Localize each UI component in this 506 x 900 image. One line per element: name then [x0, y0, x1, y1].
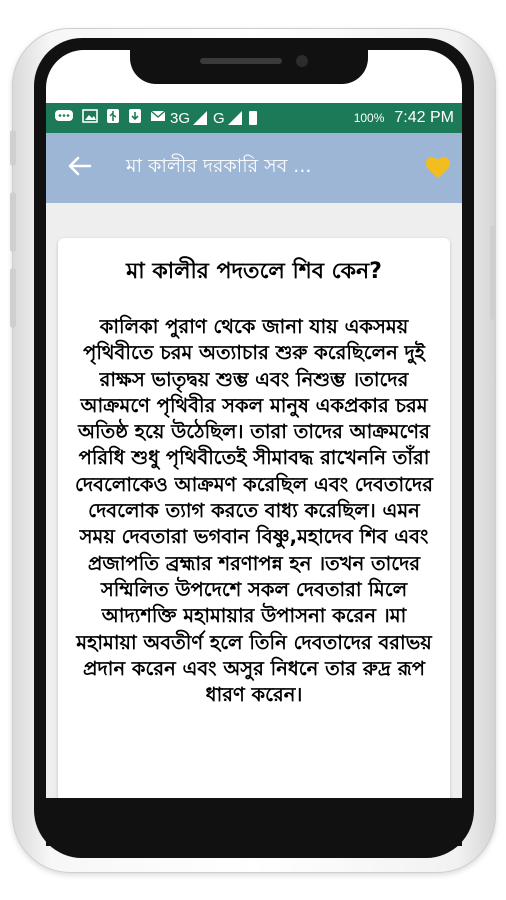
camera-icon: [296, 55, 308, 67]
battery-icon: [249, 111, 257, 125]
download-notification-icon: [128, 108, 142, 129]
chat-notification-icon: [54, 109, 74, 128]
status-bar: [46, 103, 462, 133]
back-button[interactable]: [46, 153, 118, 183]
network-type-label: 3G: [170, 109, 191, 127]
favorite-button[interactable]: [414, 156, 462, 180]
arrow-left-icon: [68, 156, 92, 176]
heart-icon: [425, 156, 451, 180]
phone-side-button: [10, 130, 16, 166]
phone-power-button: [490, 225, 496, 320]
clock: 7:42 PM: [394, 109, 454, 126]
app-bar: [46, 133, 462, 203]
phone-side-button: [10, 268, 16, 328]
network2-type-label: G: [213, 109, 225, 127]
article-card: [58, 238, 450, 808]
speaker-icon: [200, 58, 282, 64]
app-title: মা কালীর দরকারি সব ...: [126, 155, 312, 177]
phone-bottom-bezel: [46, 798, 462, 846]
article-body: কালিকা পুরাণ থেকে জানা যায় একসময় পৃথিবীতে চরম অত্যাচার শুরু করেছিলেন দুই রাক্ষস ভাতৃদ্বয় শুম্ভ এবং নিশুম্ভ ।তাদের আক্রমণে পৃথিবীর সকল মানুষ একপ্রকার চরম অতিষ্ঠ হয়ে উঠেছিল। তারা তাদের আক্রমণের পরিধি শুধু পৃথিবীতেই সীমাবদ্ধ রাখেননি তাঁরা দেবলোকেও আক্রমণ করেছিল এবং দেবতাদের দেবলোক ত্যাগ করতে বাধ্য করেছিল। এমন সময় দেবতারা ভগবান বিষ্ণু,মহাদেব শিব এবং প্রজাপতি ব্রহ্মার শরণাপন্ন হন ।তখন তাদের সম্মিলিত উপদেশে সকল দেবতারা মিলে আদ্যশক্তি মহামায়ার উপাসনা করেন ।মা মহামায়া অবতীর্ণ হলে তিনি দেবতাদের বরাভয় প্রদান করেন এবং অসুর নিধনে তার রুদ্র রূপ ধারণ করেন।: [75, 315, 433, 707]
image-notification-icon: [82, 109, 98, 128]
usb-icon: [106, 108, 120, 129]
mail-notification-icon: [150, 109, 166, 127]
battery-percent: 100%: [353, 111, 385, 125]
phone-side-button: [10, 192, 16, 252]
signal-strength-icon: [228, 111, 242, 125]
article-heading: মা কালীর পদতলে শিব কেন?: [126, 259, 382, 284]
signal-strength-icon: [193, 111, 207, 125]
